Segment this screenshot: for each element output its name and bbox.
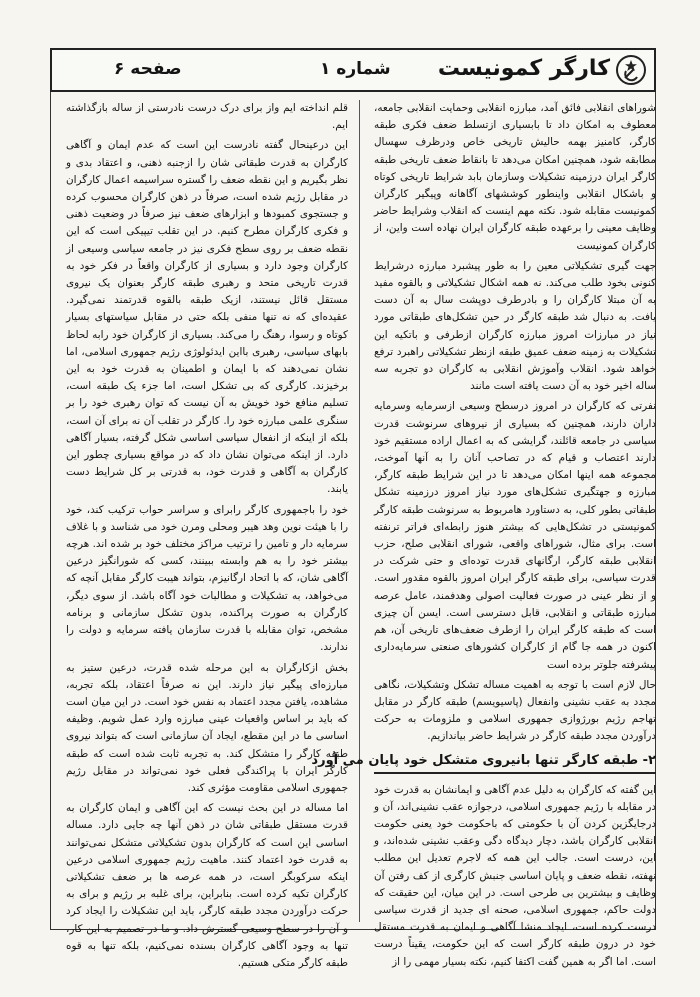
page-number: صفحه ۶ <box>114 59 182 79</box>
right-column <box>311 100 656 968</box>
article-paragraph: این درعینحال گفته نادرست این است که عدم ایمان و آگاهی کارگران به قدرت طبقاتی شان را ازجنبه ذهنی، و اعتقاد بدی و نظر بگیریم و این نقطه ضعف را گستره سراسیمه اعمال کارگران در مقابل رژیم شده است، صرفاً در ذهن کارگران محسوب کرده و جستجوی کمبودها و ابزارهای ضعف نیز صرفاً در وضعیت ذهنی و فکری کارگران مطرح کنیم. در این تقلب تیپیکی است که این نقطه ضعف بر روی سطح فکری نیز در جامعه سیاسی وسیعی از کارگران وجود دارد و بسیاری از کارگران واقعاً در فکر خود به قدرت تاریخی متحد و رهبری طبقه کارگر بعنوان یک نیروی مستقل قائل نیستند، ازیک طبقه بالقوه قدرتمند نمی‌گیرد. عقیده‌ای که نه تنها منفی بلکه حتی در مقابل سیاستهای بسیار کوتاه و رسوا، رهنگ را می‌کند. بسیاری از کارگران خود رابه لحاظ بابهای سیاسی، رهبری بااین ایدئولوژی رژیم جمهوری اسلامی، اما نشان نمی‌دهند که با ایمان و اطمینان به قدرت خود به این برخیزند. کارگری که بی تشکل است، اما جزء یک طبقه است، تسلیم منافع خود خویش به آن نیست که توان رهبری خود را بر سنگری علمی مبارزه خود را. کارگر در تقلب آن نه برای آن است، بلکه از اینکه از انفعال سیاسی اساسی شکل گرفته، بسیار آگاهی دارد. از اینکه می‌توان نشان داد که در مواقع بسیاری چطور این کارگران به آگاهی و قدرت خود، به قدرتی بر کل شرایط دست یابند. <box>66 139 348 496</box>
article-paragraph: خود را باجمهوری کارگر رابرای و سراسر حواب ترکیب کند، خود را با هیئت نوین وهد هیبر ومحلی ومرن خود می شناسد و با غلاف سرمایه دار و تامین را ترتیب مراکز مختلف خود بر شده اند. هرچه بیشتر خود را به هم وابسته ببینند، کسی که شورانگیز درعین آگاهی شان، که با اتحاد ارگانیزم، بتواند هیبت کارگر مقابل آنچه که می‌خواهد، به تشکیلات و مطالبات خود آگاه باشد. از سوی دیگر، کارگران به صورت پراکنده، بدون تشکل سازمانی و برنامه مشخص، توان مقابله با قدرت سازمان یافته سرمایه و دولت را ندارند. <box>66 503 348 654</box>
left-column <box>66 100 348 969</box>
hammer-sickle-star-icon <box>616 55 646 85</box>
section-heading: ۲- طبقه کارگر تنها بانیروی متشکل خود پایان می آورد <box>374 752 656 774</box>
article-paragraph: نفرتی که کارگران در امروز درسطح وسیعی ازسرمایه وسرمایه داران دارند، همچنین که بسیاری از نیروهای سرنوشت قدرت سیاسی در جامعه قائلند، گرایشی که به اعمال اراده مستقیم خود دارند اعتصاب و قیام که در تصاحب آنان را به آنها آموخت، مجموعه همه اینها امکان می‌دهد تا در این شرایط طبقه کارگر، مبارزه و جهتگیری تشکل‌های مورد نیاز امروز درزمینه تشکل طبقاتی بطور کلی، به دستاورد هامربوط به سرنوشت طبقه کارگر کمونیستی در تشکل‌هایی که بیشتر هنوز رابطه‌ای فراتر ترنفته است. برای مثال، شوراهای واقعی، شورای انقلابی صلح، حزب انقلابی طبقه کارگر، ارگانهای قدرت توده‌ای و حتی شرکت در قدرت سیاسی، برای طبقه کارگر ایران امروز بالقوه مقدور است. و از نظر عینی در صورت فعالیت اصولی وهدفمند، عامل عرصه مبارزه طبقاتی و انقلابی، قابل دسترسی است. ایسن آن چیزی است که طبقه کارگر ایران را ازطرف ضعف‌های تاریخی آن، هم اکنون در همه جا گام از کارگران کشورهای صنعتی سرمایه‌داری پیشرفته جلوتر برده است <box>374 400 656 671</box>
article-paragraph: اما مساله در این بحث نیست که این آگاهی و ایمان کارگران به قدرت مستقل طبقاتی شان در ذهن آنها چه جایی دارد. مساله اساسی این است که کارگران بدون تشکیلاتی متشکل نمی‌توانند به قدرت خود اعتماد کنند. ماهیت رژیم جمهوری اسلامی درعین اینکه سرکوبگر است، در همه عرصه ها بر ضعف تشکیلاتی کارگران تکیه کرده است. بنابراین، برای غلبه بر رژیم و برای به حرکت درآوردن مجدد طبقه کارگر، باید این تشکیلات را ایجاد کرد و آن را در سطح وسیعی گسترش داد. و ما در تصمیم به این کار، تنها به وجود آگاهی کارگران بسنده نمی‌کنیم، بلکه تنها به قوه طبقه کارگر متکی هستیم. <box>66 802 348 969</box>
masthead-title: کارگر کمونیست <box>437 56 610 81</box>
article-paragraph: شوراهای انقلابی فائق آمد، مبارزه انقلابی وحمایت انقلابی جامعه، معطوف به امکان داد تا بابسیاری ازتسلط ضعف فکری طبقه کارگر، کامنیز بهمه حالیش تاریخی خاص ودرظرف سهسال مطابقه شود، همچنین امکان می‌دهد تا بانقاط ضعف تاریخی طبقه کارگر ایران درزمینه تشکیلات وسازمان بابد شرایط تاریخی کوتاه و باشکال انقلابی واینطور کوششهای آگاهانه وپیگیر کارگران کمونیست مقابله شود. نکته مهم اینست که انقلاب وشرایط حاضر وظایف معینی را برعهده طبقه کارگران ایران نهاده است واین، از کارگران کمونیست <box>374 102 656 252</box>
article-paragraph: قلم انداخته ایم واز برای درک درست نادرستی از ساله بازگذاشته ایم. <box>66 102 348 132</box>
article-paragraph: این گفته که کارگران به دلیل عدم آگاهی و ایمانشان به قدرت خود در مقابله با رژیم جمهوری اسلامی، درجوازه عقب نشینی‌اند، آن و درجایگزین کردن آن با حکومتی که باحکومت خود یعنی حکومت انقلابی کارگران باشد، دچار دیدگاه دگی وعقب نشینی شده‌اند، و این، درست است. جالب این همه که لاجرم تعدیل این مطلب نهفته، نقطه ضعف و پایان اساسی جنبش کارگری از کف رفتن آن وظایف و بیشترین بی طرحی است. در این میان، این حقیقت که دولت حاکم، جمهوری اسلامی، صحنه ای جدید از قدرت سیاسی درست کرده است، ایجاد منشا آگاهی و ایمان به قدرت مستقل خود در درون طبقه کارگر است که این حکومت، یقیناً درست است. اما اگر به همین گفت اکتفا کنیم، نکته بسیار مهمی را از <box>374 783 656 968</box>
article-paragraph: حال لازم است با توجه به اهمیت مساله تشکل وتشکیلات، نگاهی مجدد به عقب نشینی وانفعال (پاسیویسم) طبقه کارگر در مقابل تهاجم رژیم بورژوازی جمهوری اسلامی و ملزومات به حرکت درآوردن مجدد طبقه کارگر در شرایط حاضر بیاندازیم. <box>374 678 656 743</box>
article-paragraph: جهت گیری تشکیلاتی معین را به طور پیشبرد مبارزه درشرایط کنونی بخود طلب می‌کند. نه همه اشکال تشکیلاتی و بالقوه مفید به آن مبتلا کارگران را و بادرطرف دوپشت سال به آن دست یافت. به دنبال شد طبقه کارگر در حین تشکل‌های طبقاتی مورد نیاز در مبارزات امروز مبارزه کارگران ازطرفی و باتکیه این تشکیلات به زمینه ضعف عمیق طبقه ازنظر تشکیلاتی راهبرد ترفع خواهد شود. انقلاب وآموزش انقلابی به کارگران دو تجربه سه ساله اخیر خود به آن دست یافته است مانند <box>374 259 656 393</box>
issue-number: شماره ۱ <box>320 59 391 79</box>
masthead-bar <box>50 48 656 92</box>
column-divider <box>359 100 360 922</box>
article-paragraph: بخش ازکارگران به این مرحله شده قدرت، درعین ستیز به مبارزه‌ای پیگیر نیاز دارند. این نه صرفاً اعتقاد، بلکه تجربه، مشاهده، یافتن مجدد اعتماد به نفس خود است. در این میان است که باید بر اساس واقعیات عینی مبارزه وارد عمل شویم. وظیفه اساسی ما در این مقطع، ایجاد آن سازمانی است که بتواند نیروی طبقه کارگر را متشکل کند. به تجربه ثابت شده است که طبقه کارگر ایران با پراکندگی فعلی خود نمی‌تواند در مقابل رژیم جمهوری اسلامی مقاومت مؤثری کند. <box>66 661 348 794</box>
